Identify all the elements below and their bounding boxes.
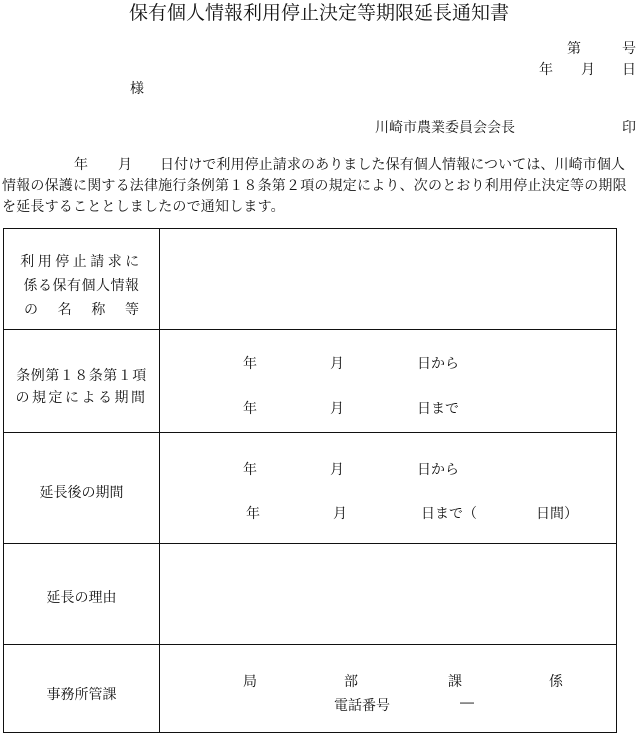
date-year-label: 年 [539, 62, 553, 78]
row3-from-month: 月 [330, 462, 344, 478]
row1-label-char: 名 [57, 302, 72, 318]
row4-label: 延長の理由 [46, 590, 117, 606]
row3-to-month: 月 [333, 506, 347, 522]
notice-form-table [3, 228, 617, 733]
row1-label-line1: 利用停止請求に [20, 254, 143, 270]
body-line-3: を延長することとしましたので通知します。 [2, 199, 285, 215]
row1-label-line3 [24, 299, 139, 319]
date-day-label: 日 [622, 62, 636, 78]
row3-from-day: 日から [417, 462, 459, 478]
document-title: 保有個人情報利用停止決定等期限延長通知書 [128, 2, 509, 24]
row5-bu: 部 [344, 674, 358, 690]
number-dai-label: 第 [567, 41, 581, 57]
row2-to-year: 年 [243, 401, 257, 417]
body-line-2: 情報の保護に関する法律施行条例第１８条第２項の規定により、次のとおり利用停止決定等の期限 [2, 178, 627, 194]
number-go-label: 号 [622, 41, 636, 57]
row5-phone-dash: ― [460, 695, 474, 711]
row5-label: 事務所管課 [46, 687, 117, 703]
row3-days: 日間） [536, 506, 578, 522]
row3-label: 延長後の期間 [39, 485, 124, 501]
body-year: 年 [74, 157, 88, 173]
addressee-sama: 様 [130, 81, 144, 97]
column-divider [159, 229, 160, 732]
row-divider-4 [4, 644, 616, 645]
row3-to-day: 日まで（ [421, 506, 477, 522]
body-line-1: 日付けで利用停止請求のありました保有個人情報については、川崎市個人 [160, 157, 626, 173]
row5-kyoku: 局 [243, 674, 257, 690]
row5-ka: 課 [448, 674, 462, 690]
row2-label-line1: 条例第１８条第１項 [16, 368, 147, 384]
seal-mark: 印 [622, 120, 636, 136]
row2-to-day: 日まで [417, 401, 459, 417]
issuer-name: 川崎市農業委員会会長 [375, 120, 515, 136]
row1-label-char: の [24, 302, 38, 318]
row3-to-year: 年 [246, 506, 260, 522]
date-month-label: 月 [581, 62, 595, 78]
body-month: 月 [118, 157, 132, 173]
row2-to-month: 月 [330, 401, 344, 417]
row2-from-year: 年 [243, 356, 257, 372]
row2-from-day: 日から [417, 356, 459, 372]
row5-kakari: 係 [549, 674, 563, 690]
row1-label-char: 等 [124, 302, 139, 318]
row-divider-1 [4, 329, 616, 330]
row1-label-line2: 係る保有個人情報 [23, 278, 140, 294]
row1-label-char: 称 [91, 302, 106, 318]
row2-from-month: 月 [330, 356, 344, 372]
row-divider-3 [4, 543, 616, 544]
row5-phone-label: 電話番号 [334, 698, 390, 714]
row-divider-2 [4, 432, 616, 433]
row2-label-line2: の規定による期間 [15, 390, 148, 406]
row3-from-year: 年 [243, 462, 257, 478]
